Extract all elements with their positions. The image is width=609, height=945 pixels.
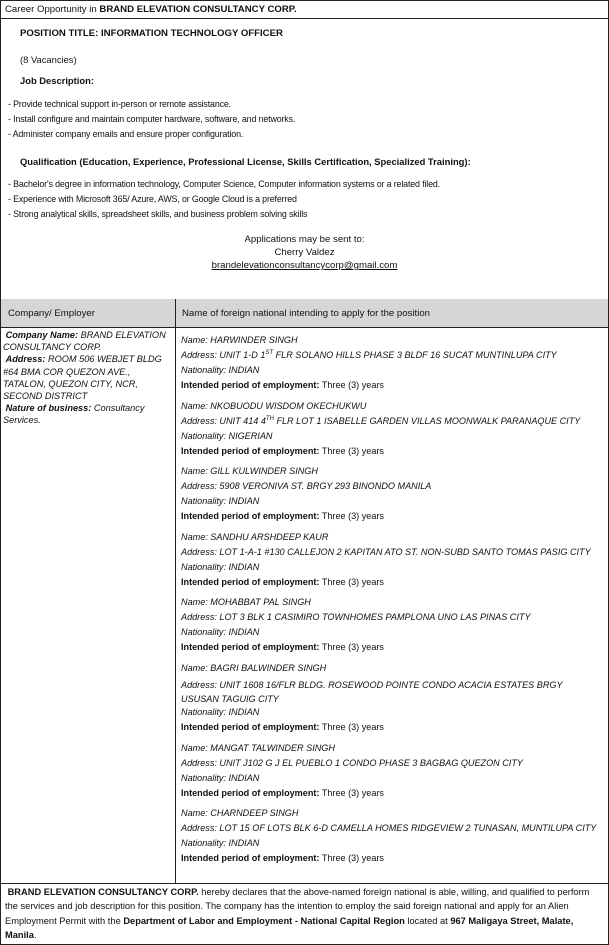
national-nationality: Nationality: INDIAN xyxy=(181,706,260,717)
national-entry xyxy=(181,743,602,809)
national-nationality: Nationality: INDIAN xyxy=(181,772,260,783)
company-address-value: ROOM 506 WEBJET BLDG #64 BMA COR QUEZON AVE., TATALON, QUEZON CITY, NCR, SECOND DISTRICT xyxy=(3,354,162,402)
national-address: Address: UNIT 1-D 1ST FLR SOLANO HILLS PHASE 3 BLDF 16 SUCAT MUNTINLUPA CITY xyxy=(181,350,557,361)
national-nationality: Nationality: INDIAN xyxy=(181,365,260,375)
national-entry xyxy=(181,401,602,467)
company-business-value: Consultancy Services. xyxy=(3,403,145,426)
table-header-row xyxy=(1,299,608,328)
national-period: Intended period of employment: Three (3) years xyxy=(181,380,384,390)
national-period: Intended period of employment: Three (3) years xyxy=(181,853,384,863)
national-address: Address: LOT 15 OF LOTS BLK 6-D CAMELLA HOMES RIDGEVIEW 2 TUNASAN, MUNTILUPA CITY xyxy=(181,823,597,833)
nationals-list xyxy=(181,335,602,874)
national-name: Name: BAGRI BALWINDER SINGH xyxy=(181,662,327,673)
nationals-table xyxy=(1,299,608,884)
job-description-list xyxy=(8,99,295,144)
national-name: Name: HARWINDER SINGH xyxy=(181,335,298,345)
national-nationality: Nationality: INDIAN xyxy=(181,561,260,572)
qualification-item: - Experience with Microsoft 365/ Azure, AWS, or Google Cloud is a preferred xyxy=(8,194,297,204)
company-business-label: Nature of business: xyxy=(5,403,92,414)
job-description-heading: Job Description: xyxy=(20,75,94,86)
job-description-item: - Provide technical support in-person or remote assistance. xyxy=(8,99,231,109)
national-address: Address: LOT 1-A-1 #130 CALLEJON 2 KAPITAN ATO ST. NON-SUBD SANTO TOMAS PASIG CITY xyxy=(181,546,591,557)
national-entry xyxy=(181,335,602,401)
national-entry xyxy=(181,663,602,743)
footer-dole: Department of Labor and Employment - National Capital Region xyxy=(123,915,405,926)
national-period: Intended period of employment: Three (3) years xyxy=(181,721,384,732)
national-entry xyxy=(181,808,602,874)
column-header-nationals: Name of foreign national intending to apply for the position xyxy=(182,308,430,319)
national-entry xyxy=(181,532,602,598)
qualification-heading: Qualification (Education, Experience, Professional License, Skills Certification, Specialized Training): xyxy=(20,156,471,167)
qualification-item: - Strong analytical skills, spreadsheet skills, and business problem solving skills xyxy=(8,209,308,219)
national-nationality: Nationality: INDIAN xyxy=(181,838,260,848)
application-info xyxy=(1,233,608,272)
national-address: Address: LOT 3 BLK 1 CASIMIRO TOWNHOMES PAMPLONA UNO LAS PINAS CITY xyxy=(181,612,531,622)
national-period: Intended period of employment: Three (3) years xyxy=(181,642,384,652)
footer-company: BRAND ELEVATION CONSULTANCY CORP. xyxy=(7,887,199,897)
national-nationality: Nationality: NIGERIAN xyxy=(181,430,273,441)
national-entry xyxy=(181,466,602,532)
national-period: Intended period of employment: Three (3) years xyxy=(181,511,384,521)
footer-text-2: located at xyxy=(404,915,451,926)
application-intro: Applications may be sent to: xyxy=(244,234,365,245)
column-divider xyxy=(175,299,176,883)
position-title: POSITION TITLE: INFORMATION TECHNOLOGY OFFICER xyxy=(20,28,283,39)
job-description-item: - Install configure and maintain computer hardware, software, and networks. xyxy=(8,114,296,124)
national-nationality: Nationality: INDIAN xyxy=(181,496,260,506)
job-description-item: - Administer company emails and ensure proper configuration. xyxy=(8,129,244,139)
national-address: Address: UNIT 1608 16/FLR BLDG. ROSEWOOD POINTE CONDO ACACIA ESTATES BRGY USUSAN TAGUIG CITY xyxy=(181,679,563,704)
position-section xyxy=(1,19,608,300)
footer-text-1: hereby declares that the above-named foreign national is able, willing, and qualified to perform the services and job description for this position. The company has the intention to employ the said foreign national and apply for an Alien Employment Permit with the xyxy=(5,887,590,926)
national-period: Intended period of employment: Three (3) years xyxy=(181,576,384,587)
national-name: Name: SANDHU ARSHDEEP KAUR xyxy=(181,531,329,542)
header-prefix: Career Opportunity in xyxy=(5,4,97,15)
company-name-label: Company Name: xyxy=(5,330,79,340)
national-name: Name: CHARNDEEP SINGH xyxy=(181,808,299,818)
header-company: BRAND ELEVATION CONSULTANCY CORP. xyxy=(99,4,297,15)
national-name: Name: MOHABBAT PAL SINGH xyxy=(181,597,311,607)
national-address: Address: 5908 VERONIVA ST. BRGY 293 BINONDO MANILA xyxy=(181,481,432,491)
header-bar xyxy=(1,1,608,19)
company-cell xyxy=(3,329,171,427)
qualification-list xyxy=(8,179,440,224)
footer-end: . xyxy=(33,930,37,941)
application-contact-name: Cherry Valdez xyxy=(274,247,335,258)
national-name: Name: MANGAT TALWINDER SINGH xyxy=(181,742,335,753)
national-address: Address: UNIT 414 4TH FLR LOT 1 ISABELLE GARDEN VILLAS MOONWALK PARANAQUE CITY xyxy=(181,415,581,426)
national-address: Address: UNIT J102 G J EL PUEBLO 1 CONDO PHASE 3 BAGBAG QUEZON CITY xyxy=(181,757,523,768)
national-name: Name: GILL KULWINDER SINGH xyxy=(181,466,318,476)
footer-location: 967 Maligaya Street, Malate, Manila xyxy=(5,915,574,941)
declaration-footer xyxy=(5,885,604,943)
column-header-company: Company/ Employer xyxy=(8,308,95,319)
national-period: Intended period of employment: Three (3) years xyxy=(181,445,384,456)
company-address-label: Address: xyxy=(5,354,46,365)
qualification-item: - Bachelor's degree in information technology, Computer Science, Computer information systems or a related filed. xyxy=(8,179,440,189)
national-name: Name: NKOBUODU WISDOM OKECHUKWU xyxy=(181,400,367,411)
application-email-link[interactable]: brandelevationconsultancycorp@gmail.com xyxy=(211,260,398,271)
national-nationality: Nationality: INDIAN xyxy=(181,627,260,637)
vacancies: (8 Vacancies) xyxy=(20,54,77,65)
national-period: Intended period of employment: Three (3) years xyxy=(181,787,384,798)
national-entry xyxy=(181,597,602,663)
company-name-value: BRAND ELEVATION CONSULTANCY CORP. xyxy=(3,330,166,353)
